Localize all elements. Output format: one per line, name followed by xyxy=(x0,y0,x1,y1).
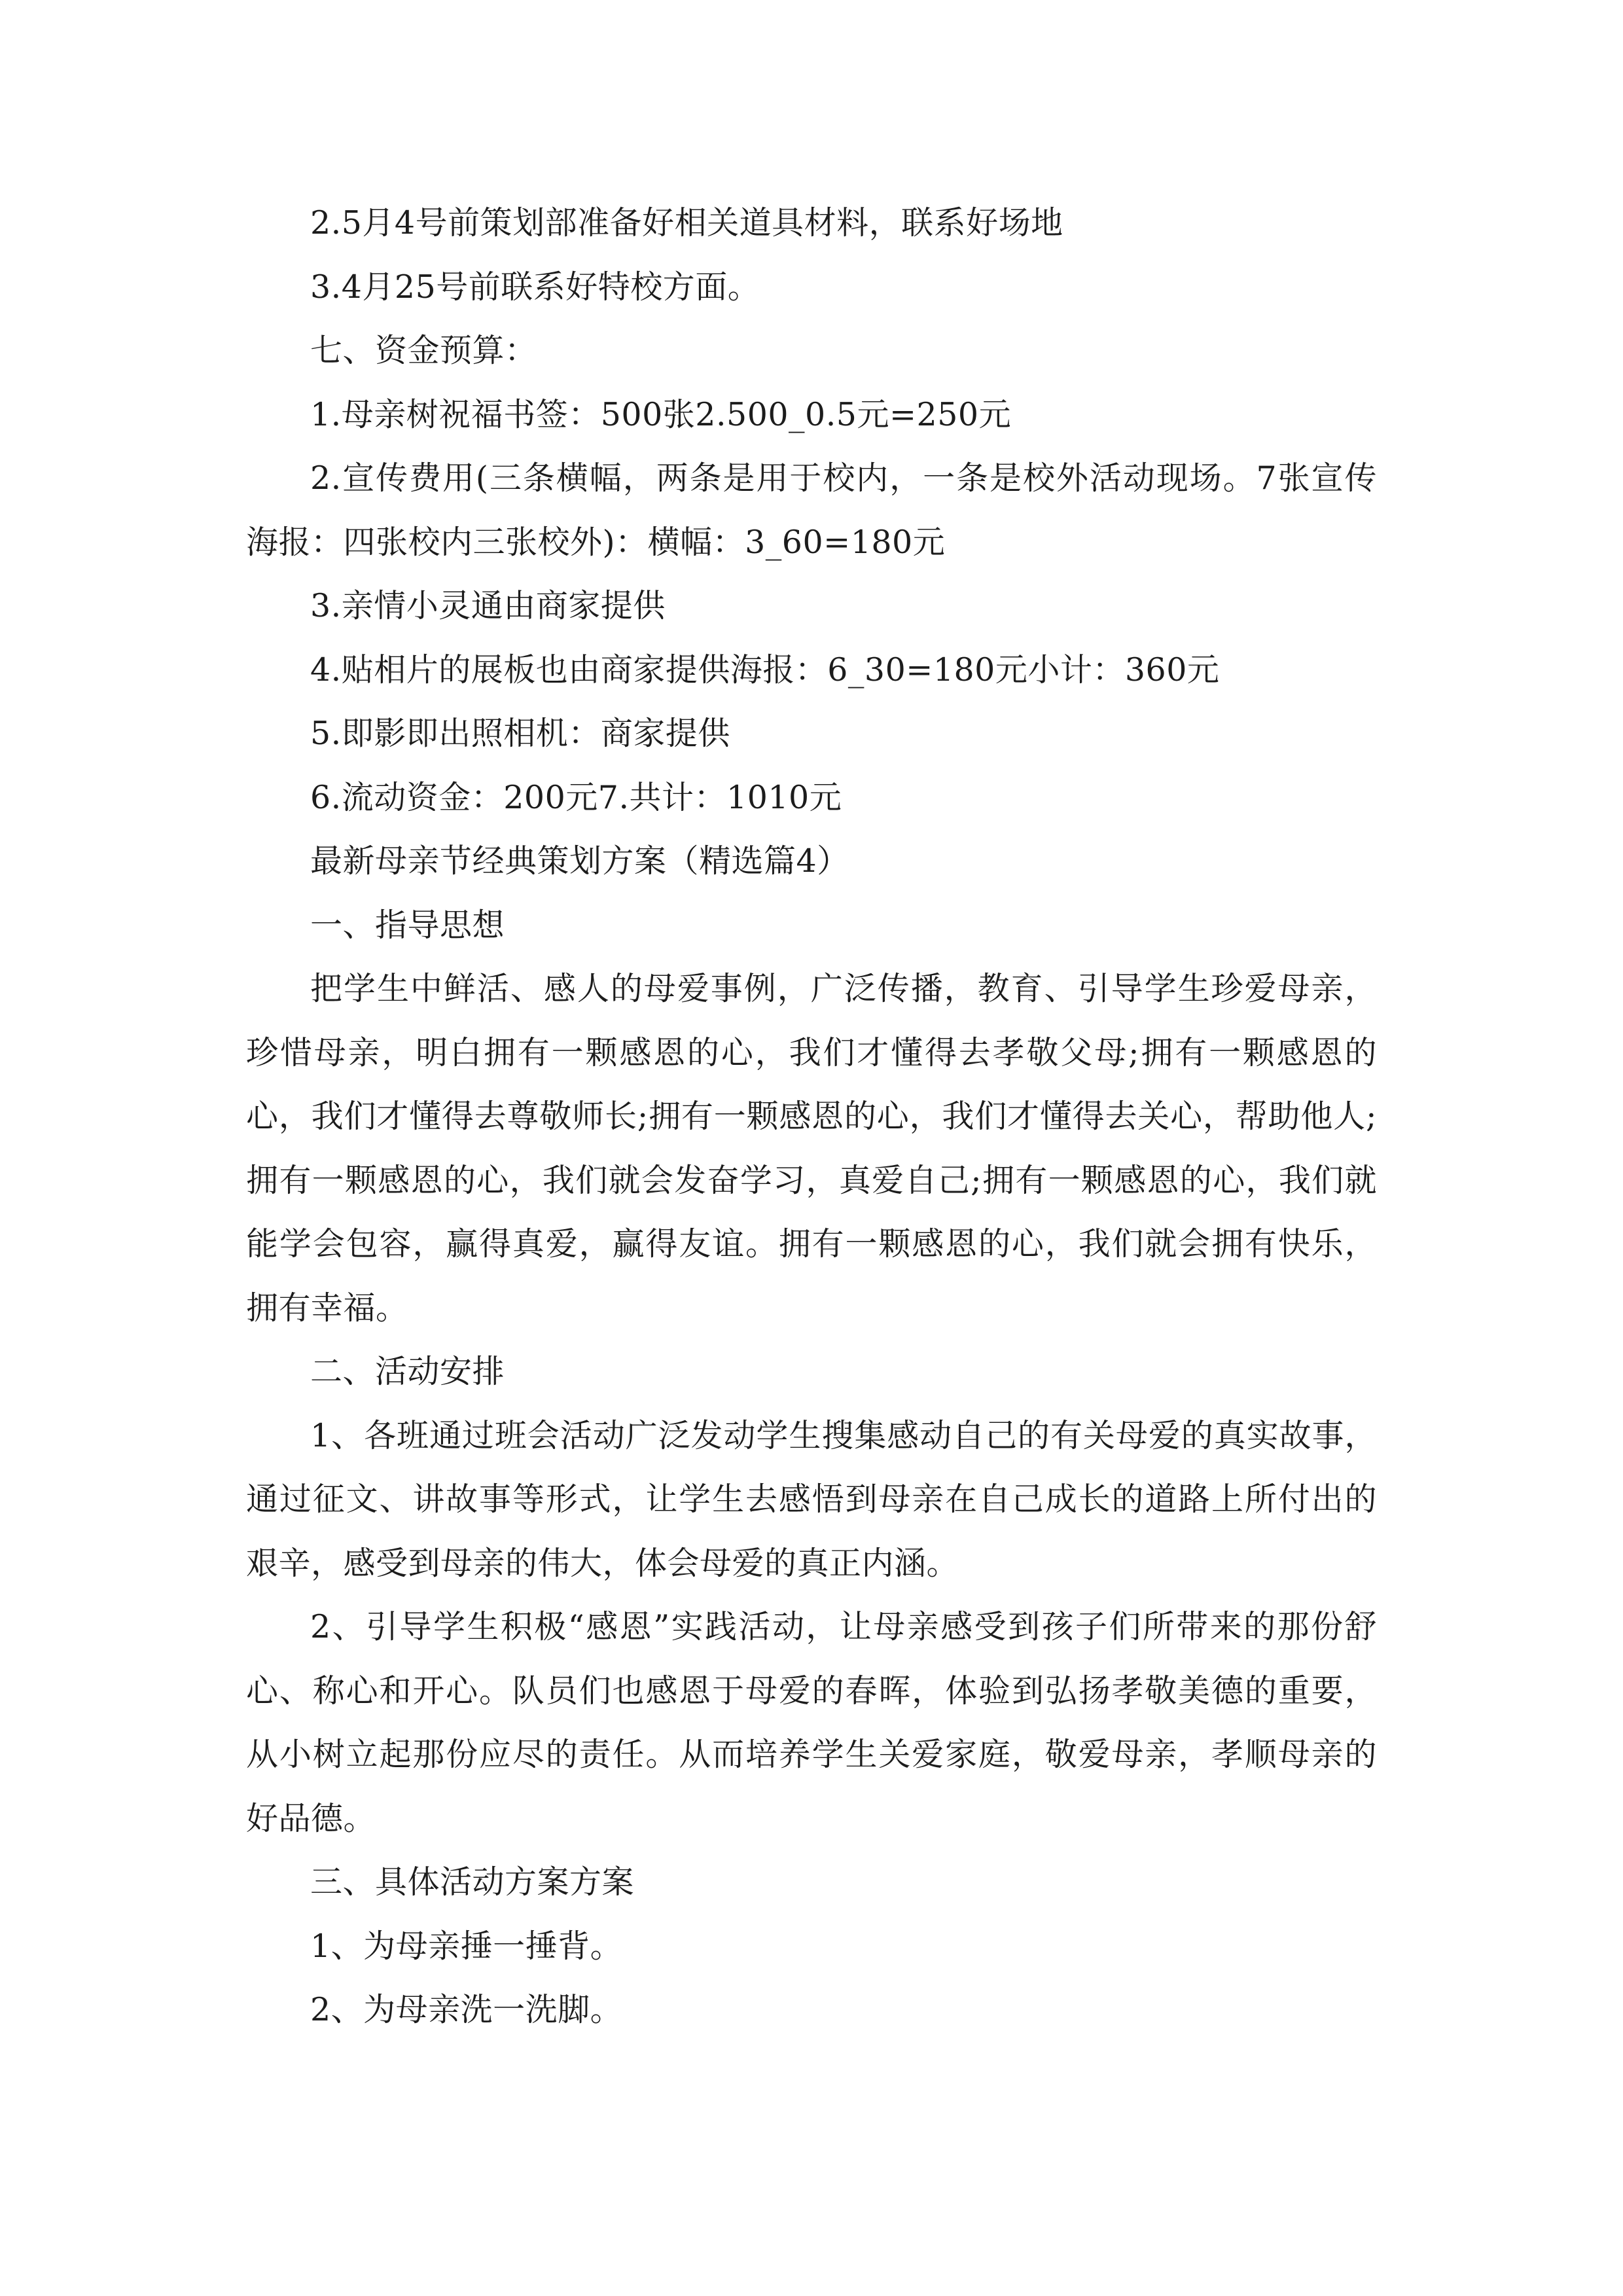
budget-item-publicity: 2.宣传费用(三条横幅，两条是用于校内，一条是校外活动现场。7张宣传海报：四张校内三张校外)：横幅：3_60=180元 xyxy=(246,459,1377,561)
plan-item-1: 1、为母亲捶一捶背。 xyxy=(310,1927,623,1965)
paragraph-preparation-props: 2.5月4号前策划部准备好相关道具材料，联系好场地 xyxy=(310,204,1063,242)
section-heading-budget: 七、资金预算： xyxy=(310,332,537,369)
paragraph-activity-2: 2、引导学生积极“感恩”实践活动，让母亲感受到孩子们所带来的那份舒心、称心和开心。队员们也感恩于母爱的春晖，体验到弘扬孝敬美德的重要，从小树立起那份应尽的责任。从而培养学生关爱家庭，敬爱母亲，孝顺母亲的好品德。 xyxy=(246,1608,1377,1837)
document-body xyxy=(246,191,1377,2042)
budget-item-display-board: 4.贴相片的展板也由商家提供海报：6_30=180元小计：360元 xyxy=(310,651,1220,689)
section-heading-activity-arrangement: 二、活动安排 xyxy=(310,1353,505,1390)
budget-item-total: 6.流动资金：200元7.共计：1010元 xyxy=(310,778,842,816)
budget-item-bookmarks: 1.母亲树祝福书签：500张2.500_0.5元=250元 xyxy=(310,395,1012,433)
budget-item-camera: 5.即影即出照相机：商家提供 xyxy=(310,715,730,752)
section-heading-guiding-idea: 一、指导思想 xyxy=(310,906,505,944)
paragraph-guiding-idea: 把学生中鲜活、感人的母爱事例，广泛传播，教育、引导学生珍爱母亲，珍惜母亲，明白拥有一颗感恩的心，我们才懂得去孝敬父母;拥有一颗感恩的心，我们才懂得去尊敬师长;拥有一颗感恩的心，我们才懂得去关心，帮助他人;拥有一颗感恩的心，我们就会发奋学习，真爱自己;拥有一颗感恩的心，我们就能学会包容，赢得真爱，赢得友谊。拥有一颗感恩的心，我们就会拥有快乐，拥有幸福。 xyxy=(246,970,1377,1327)
paragraph-contact-school: 3.4月25号前联系好特校方面。 xyxy=(310,268,760,306)
section-heading-specific-plan: 三、具体活动方案方案 xyxy=(310,1863,635,1901)
budget-item-phone: 3.亲情小灵通由商家提供 xyxy=(310,587,666,624)
plan-title: 最新母亲节经典策划方案（精选篇4） xyxy=(310,842,849,880)
plan-item-2: 2、为母亲洗一洗脚。 xyxy=(310,1991,623,2028)
paragraph-activity-1: 1、各班通过班会活动广泛发动学生搜集感动自己的有关母爱的真实故事，通过征文、讲故事等形式，让学生去感悟到母亲在自己成长的道路上所付出的艰辛，感受到母亲的伟大，体会母爱的真正内涵。 xyxy=(246,1416,1377,1582)
